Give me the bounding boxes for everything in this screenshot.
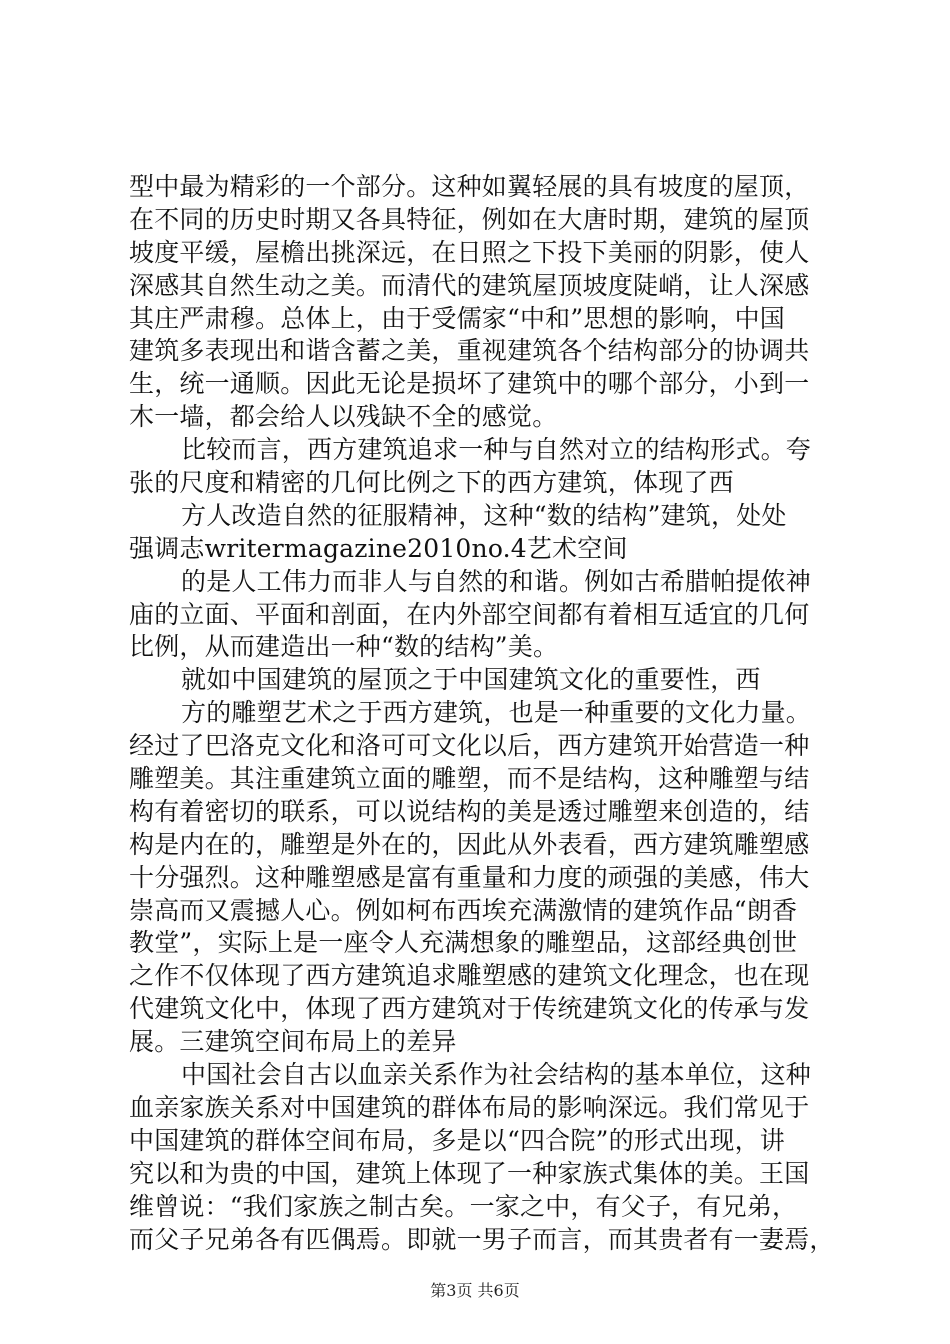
- text-line: 雕塑美。其注重建筑立面的雕塑，而不是结构，这种雕塑与结: [129, 764, 810, 794]
- text-line: 就如中国建筑的屋顶之于中国建筑文化的重要性，西: [181, 665, 761, 695]
- text-line: 血亲家族关系对中国建筑的群体布局的影响深远。我们常见于: [129, 1092, 810, 1122]
- text-line: 究以和为贵的中国，建筑上体现了一种家族式集体的美。王国: [129, 1158, 810, 1188]
- page-footer: 第3页 共6页: [430, 1281, 520, 1300]
- text-line: 庙的立面、平面和剖面，在内外部空间都有着相互适宜的几何: [129, 599, 810, 629]
- text-line: 教堂”，实际上是一座令人充满想象的雕塑品，这部经典创世: [129, 928, 798, 958]
- text-line: 十分强烈。这种雕塑感是富有重量和力度的顽强的美感，伟大: [129, 862, 810, 892]
- text-line: 维曾说：“我们家族之制古矣。一家之中，有父子，有兄弟，: [129, 1191, 798, 1221]
- text-line: 的是人工伟力而非人与自然的和谐。例如古希腊帕提侬神: [181, 566, 812, 596]
- text-line: 崇高而又震撼人心。例如柯布西埃充满激情的建筑作品“朗香: [129, 895, 798, 925]
- text-line: 经过了巴洛克文化和洛可可文化以后，西方建筑开始营造一种: [129, 731, 810, 761]
- text-line: 构有着密切的联系，可以说结构的美是透过雕塑来创造的，结: [129, 796, 810, 826]
- text-line: 木一墙，都会给人以残缺不全的感觉。: [129, 402, 558, 432]
- body-text: [129, 171, 839, 1256]
- text-line: 其庄严肃穆。总体上，由于受儒家“中和”思想的影响，中国: [129, 303, 785, 333]
- text-line: 坡度平缓，屋檐出挑深远，在日照之下投下美丽的阴影，使人: [129, 237, 810, 267]
- text-line: 比例，从而建造出一种“数的结构”美。: [129, 632, 559, 662]
- text-line: 方人改造自然的征服精神，这种“数的结构”建筑，处处: [181, 500, 787, 530]
- text-line: 型中最为精彩的一个部分。这种如翼轻展的具有坡度的屋顶，: [129, 172, 810, 201]
- text-line: 而父子兄弟各有匹偶焉。即就一男子而言，而其贵者有一妻焉，: [129, 1224, 835, 1254]
- text-line: 建筑多表现出和谐含蓄之美，重视建筑各个结构部分的协调共: [129, 336, 810, 366]
- text-line: 深感其自然生动之美。而清代的建筑屋顶坡度陡峭，让人深感: [129, 270, 810, 300]
- text-line: 展。三建筑空间布局上的差异: [129, 1027, 457, 1057]
- text-line: 强调志writermagazine2010no.4艺术空间: [129, 533, 628, 563]
- text-line: 之作不仅体现了西方建筑追求雕塑感的建筑文化理念，也在现: [129, 961, 810, 991]
- text-line: 中国社会自古以血亲关系作为社会结构的基本单位，这种: [181, 1060, 812, 1090]
- text-line: 张的尺度和精密的几何比例之下的西方建筑，体现了西: [129, 468, 734, 498]
- text-line: 构是内在的，雕塑是外在的，因此从外表看，西方建筑雕塑感: [129, 829, 810, 859]
- text-line: 中国建筑的群体空间布局，多是以“四合院”的形式出现，讲: [129, 1125, 785, 1155]
- text-line: 比较而言，西方建筑追求一种与自然对立的结构形式。夸: [181, 435, 812, 465]
- text-line: 方的雕塑艺术之于西方建筑，也是一种重要的文化力量。: [181, 698, 812, 728]
- text-line: 代建筑文化中，体现了西方建筑对于传统建筑文化的传承与发: [129, 994, 810, 1024]
- text-line: 生，统一通顺。因此无论是损坏了建筑中的哪个部分，小到一: [129, 369, 810, 399]
- text-line: 在不同的历史时期又各具特征，例如在大唐时期，建筑的屋顶: [129, 204, 810, 234]
